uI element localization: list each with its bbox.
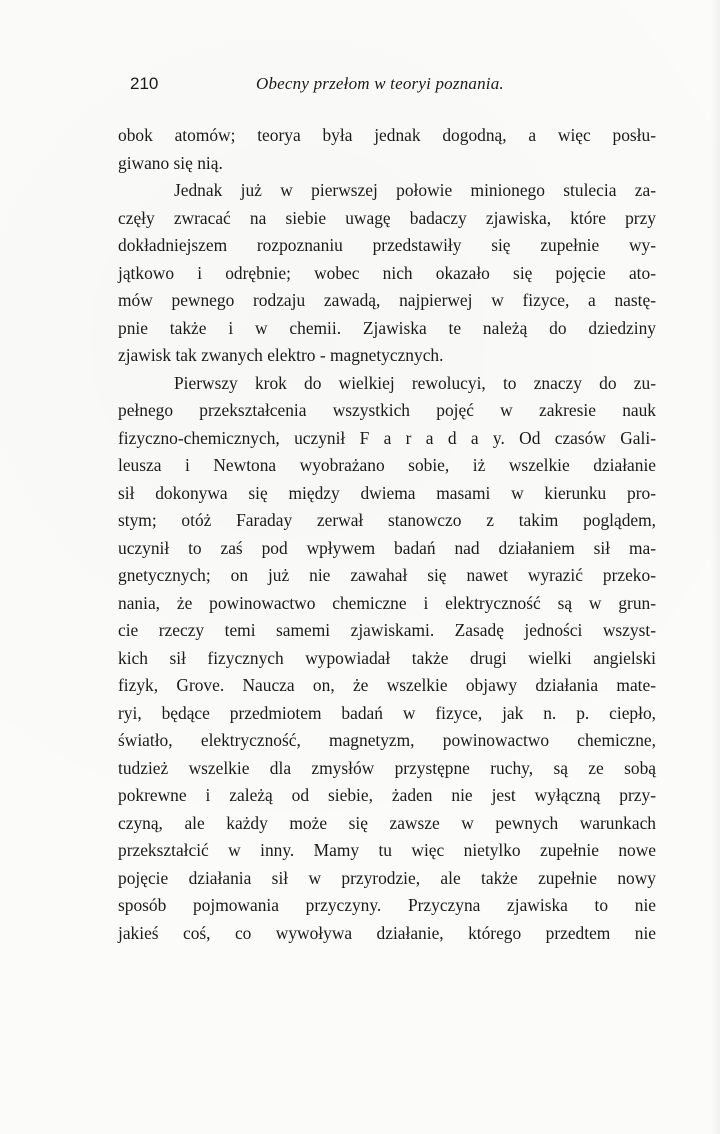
text-line: zjawisk tak zwanych elektro - magnetycznych. bbox=[118, 345, 444, 365]
text-line: fizyk, Grove. Naucza on, że wszelkie objawy działania mate- bbox=[118, 675, 656, 695]
text-line: sposób pojmowania przyczyny. Przyczyna zjawiska to nie bbox=[118, 895, 656, 915]
page-header bbox=[130, 74, 670, 98]
text-line: gnetycznych; on już nie zawahał się nawet wyrazić przeko- bbox=[118, 565, 656, 585]
text-line: fizyczno-chemicznych, uczynił F a r a d a y. Od czasów Gali- bbox=[118, 427, 656, 448]
text-line: światło, elektryczność, magnetyzm, powinowactwo chemiczne, bbox=[118, 730, 656, 750]
text-line: pełnego przekształcenia wszystkich pojęć w zakresie nauk bbox=[118, 400, 656, 420]
text-line: leusza i Newtona wyobrażano sobie, iż wszelkie działanie bbox=[118, 455, 656, 475]
text-line: ryi, będące przedmiotem badań w fizyce, jak n. p. ciepło, bbox=[118, 702, 656, 723]
paragraph bbox=[118, 122, 656, 177]
text-line: obok atomów; teorya była jednak dogodną, a więc posłu- bbox=[118, 125, 656, 145]
text-line: cie rzeczy temi samemi zjawiskami. Zasadę jedności wszyst- bbox=[118, 620, 656, 640]
text-line: nania, że powinowactwo chemiczne i elektryczność są w grun- bbox=[118, 592, 656, 613]
text-line: uczynił to zaś pod wpływem badań nad działaniem sił ma- bbox=[118, 537, 656, 558]
text-line: częły zwracać na siebie uwagę badaczy zjawiska, które przy bbox=[118, 207, 656, 228]
paragraph bbox=[118, 370, 656, 948]
text-line: dokładniejszem rozpoznaniu przedstawiły się zupełnie wy- bbox=[118, 235, 656, 255]
text-line: czyną, ale każdy może się zawsze w pewnych warunkach bbox=[118, 812, 656, 833]
text-line: sił dokonywa się między dwiema masami w kierunku pro- bbox=[118, 482, 656, 503]
running-title: Obecny przełom w teoryi poznania. bbox=[256, 74, 504, 93]
text-line: przekształcić w inny. Mamy tu więc nietylko zupełnie nowe bbox=[118, 840, 656, 860]
page-edge-shadow bbox=[710, 0, 720, 1134]
text-line: Jednak już w pierwszej połowie minionego stulecia za- bbox=[174, 180, 656, 200]
text-line: jątkowo i odrębnie; wobec nich okazało się pojęcie ato- bbox=[118, 262, 656, 283]
text-line: tudzież wszelkie dla zmysłów przystępne ruchy, są ze sobą bbox=[118, 757, 656, 778]
text-line: Pierwszy krok do wielkiej rewolucyi, to znaczy do zu- bbox=[174, 372, 656, 393]
text-line: mów pewnego rodzaju zawadą, najpierwej w fizyce, a nastę- bbox=[118, 290, 656, 310]
text-line: giwano się nią. bbox=[118, 152, 223, 173]
body-text bbox=[118, 122, 656, 947]
text-line: jakieś coś, co wywoływa działanie, którego przedtem nie bbox=[118, 922, 656, 943]
paragraph bbox=[118, 177, 656, 370]
text-line: pokrewne i zależą od siebie, żaden nie jest wyłączną przy- bbox=[118, 785, 656, 805]
text-line: kich sił fizycznych wypowiadał także drugi wielki angielski bbox=[118, 647, 656, 668]
text-line: stym; otóż Faraday zerwał stanowczo z takim poglądem, bbox=[118, 510, 656, 530]
text-line: pojęcie działania sił w przyrodzie, ale także zupełnie nowy bbox=[118, 867, 656, 888]
page-number: 210 bbox=[130, 74, 159, 93]
text-line: pnie także i w chemii. Zjawiska te należą do dziedziny bbox=[118, 317, 656, 338]
